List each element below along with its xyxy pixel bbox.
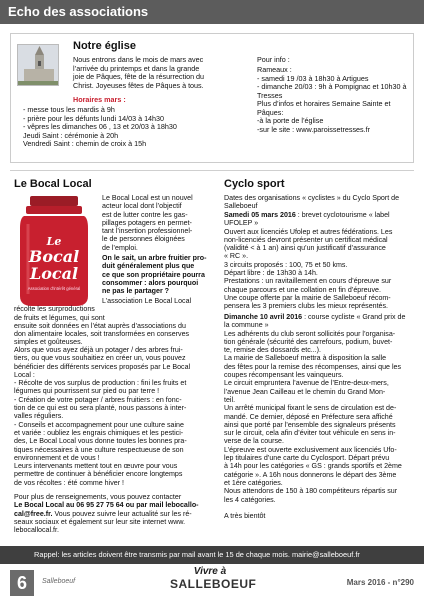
footer-notice: Rappel: les articles doivent être transmis par mail avant le 15 de chaque mois. mairie@salleboeuf.fr <box>34 550 360 559</box>
info-label: Pour info : <box>257 55 290 64</box>
cyclo-dimanche <box>224 313 416 520</box>
vivre-a-salleboeuf-logo <box>170 566 257 596</box>
horaires-list: - messe tous les mardis à 9h - prière pour les défunts lundi 14/03 à 14h30 - vêpres les dimanches 06 , 13 et 20/03 à 18h30 Jeudi Saint : cérémonie à 20h Vendredi Saint : chemin de croix à 15h <box>23 105 177 149</box>
bocal-p2: On le sait, un arbre fruitier pro- duit généralement plus que ce que son propriétaire pourra consommer : alors pourquoi ne pas le partager ? <box>102 254 207 296</box>
jar-text-local: Local <box>29 264 79 283</box>
rameaux-text: Rameaux : - samedi 19 /03 à 18h30 à Artigues - dimanche 20/03 : 9h à Pompignac et 10h30 à Tresses <box>257 65 407 100</box>
jar-text-le: Le <box>46 235 62 248</box>
issue-label: Mars 2016 - n°290 <box>346 578 414 587</box>
jar-subtitle: Association d'intérêt général <box>27 286 81 291</box>
bocal-title: Le Bocal Local <box>14 178 92 190</box>
salleboeuf-small-logo: Salleboeuf <box>42 578 76 585</box>
cyclo-title: Cyclo sport <box>224 178 285 190</box>
bocal-p5 <box>14 493 216 534</box>
bocal-p3: L’association Le Bocal Local récolte les surproductions de fruits et légumes, qui sont ensuite soit données en l’état auprès d’associations du don alimentaire locales, soit transformées en conserves simples et goûteuses. <box>14 297 192 347</box>
cyclo-intro: Dates des organisations « cyclistes » du Cyclo Sport de Salleboeuf <box>224 194 400 211</box>
divider <box>10 170 414 171</box>
page-number: 6 <box>10 570 34 596</box>
bocal-p1: Le Bocal Local est un nouvel acteur local dont l’objectif est de lutter contre les gas- pillages potagers en permet- tant l’insertion professionnel- le de personnes éloignées de l’emploi. <box>102 194 193 252</box>
bocal-p5-start: Pour plus de renseignements, vous pouvez contacter <box>14 493 182 501</box>
cyclo-samedi <box>224 211 416 311</box>
bocal-local-logo-icon <box>16 194 92 310</box>
horaires-title: Horaires mars : <box>73 95 126 104</box>
logo-line2: SALLEBOEUF <box>170 577 257 591</box>
bocal-contact: Le Bocal Local au 06 95 27 75 64 ou par mail lebocallo- cal@free.fr. <box>14 501 199 518</box>
footer-notice-band <box>0 546 424 564</box>
cyclo-samedi-date: Samedi 05 mars 2016 <box>224 211 296 219</box>
notre-eglise-title: Notre église <box>73 40 136 52</box>
logo-line1: Vivre à <box>193 566 227 577</box>
plus-info-text: Plus d’infos et horaires Semaine Sainte et Pâques: -à la porte de l’église -sur le site : www.paroissetresses.fr <box>257 99 391 134</box>
jar-text-bocal: Bocal <box>28 247 80 266</box>
cyclo-dimanche-text: : course cycliste « Grand prix de la commune » Les adhérents du club seront sollicités pour l’organisa- tion générale (sécurité des carrefours, podium, buvet- te, remise des dossards etc...). La mairie de Salleboeuf mettra à disposition la salle des fêtes pour la remise des récompenses, ainsi que les coupes récompensant les vainqueurs. Le circuit empruntera l’avenue de l’Entre-deux-mers, l’avenue Jean Cailleau et le chemin du Grand Mon- tei̇l. Un arrêté municipal fixant le sens de circulation est de- mandé. Ce dernier, déposé en Préfecture sera affiché ainsi que porté par l’ensemble des signaleurs présents sur le circuit, cela afin d’éviter tout véhicule en sens in- verse de la course. L’épreuve est ouverte exclusivement aux licenciés Ufo- lep titulaires d’une carte du Cyclosport. Départ prévu à 14h pour les catégories « GS : grands sportifs et 2ème catégorie ». A 16h nous donnerons le départ des 3ème et 1ère catégories. Nous attendons de 150 à 180 compétiteurs répartis sur les 4 catégories. A très bientôt <box>224 313 406 521</box>
section-title: Echo des associations <box>8 4 149 19</box>
notre-eglise-box <box>10 33 414 163</box>
section-header <box>0 0 424 24</box>
bocal-p4: Alors que vous ayez déjà un potager / des arbres frui- tiers, ou que vous souhaitiez en créer un, vous pouvez bénéficier des différents services proposés par Le Bocal Local : - Récolte de vos surplus de production : fini les fruits et légumes qui pourrissent sur pied ou par terre ! - Création de votre potager / arbres fruitiers : en fonc- tion de ce qui est ou sera planté, nous passons à inter- valles réguliers. - Conseils et accompagnement pour une culture saine et variée : oubliez les engrais chimiques et les pestici- des, Le Bocal Local vous donne toutes les bonnes pra- tiques nécessaires à une culture respectueuse de son environnement et de vous ! Leurs intervenants mettent tout en œuvre pour vous permettre de continuer à bénéficier encore longtemps de vos récoltes : été comme hiver ! <box>14 346 191 487</box>
cyclo-dimanche-date: Dimanche 10 avril 2016 <box>224 313 303 321</box>
notre-eglise-intro: Nous entrons dans le mois de mars avec l’arrivée du printemps et dans la grande joie de Pâques, fête de la résurrection du Christ. Joyeuses fêtes de Pâques à tous. <box>73 55 205 90</box>
church-photo-icon <box>17 44 59 86</box>
cyclo-samedi-text: : brevet cyclotourisme « label UFOLEP » Ouvert aux licenciés Ufolep et autres fédérations. Les non-licenciés devront présenter un certificat médical (validité < à 1 an) ainsi qu’un justificatif d’assurance « RC ». 3 circuits proposés : 100, 75 et 50 kms. Départ libre : de 13h30 à 14h. Prestations : un ravitaillement en cours d’épreuve sur chaque parcours et une collation en fin d’épreuve. Une coupe offerte par la mairie de Salleboeuf récom- pensera les 3 premiers clubs les mieux représentés. <box>224 211 393 311</box>
bocal-p5-end: Vous pouvez suivre leur actualité sur les ré- seaux sociaux et également sur leur site internet www. lebocallocal.fr. <box>14 509 192 535</box>
